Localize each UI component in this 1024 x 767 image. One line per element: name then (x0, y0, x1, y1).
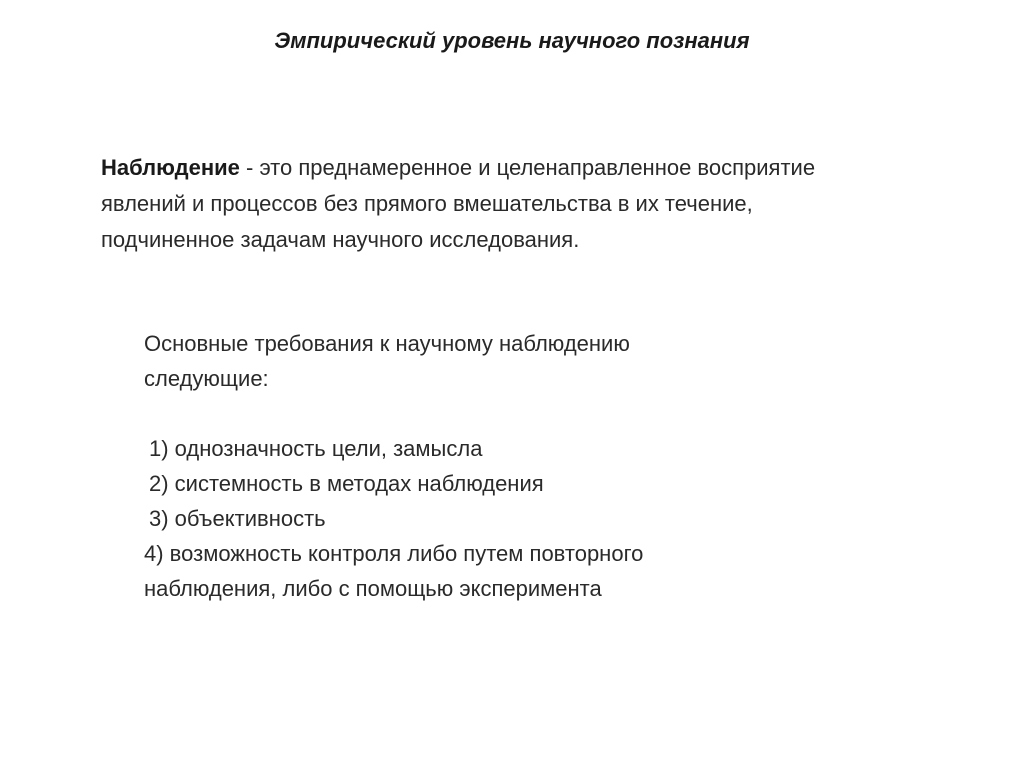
definition-line-1-rest: - это преднамеренное и целенаправленное восприятие (239, 155, 816, 180)
requirements-block (144, 326, 844, 606)
definition-term: Наблюдение (101, 155, 240, 180)
requirement-item-3: 3) объективность (149, 506, 326, 531)
definition-paragraph (101, 150, 981, 258)
definition-line-2: явлений и процессов без прямого вмешательства в их течение, (101, 191, 753, 216)
requirement-item-2: 2) системность в методах наблюдения (149, 471, 544, 496)
requirements-intro-line-1: Основные требования к научному наблюдению (144, 331, 630, 356)
requirement-item-4-line-2: наблюдения, либо с помощью эксперимента (144, 576, 602, 601)
requirements-spacer (144, 396, 844, 431)
requirement-item-4-line-1: 4) возможность контроля либо путем повторного (144, 541, 644, 566)
slide-title: Эмпирический уровень научного познания (274, 28, 750, 53)
definition-line-1 (101, 150, 981, 186)
requirements-intro-line-2: следующие: (144, 366, 269, 391)
definition-line-3: подчиненное задачам научного исследования. (101, 227, 580, 252)
requirement-item-1: 1) однозначность цели, замысла (149, 436, 483, 461)
